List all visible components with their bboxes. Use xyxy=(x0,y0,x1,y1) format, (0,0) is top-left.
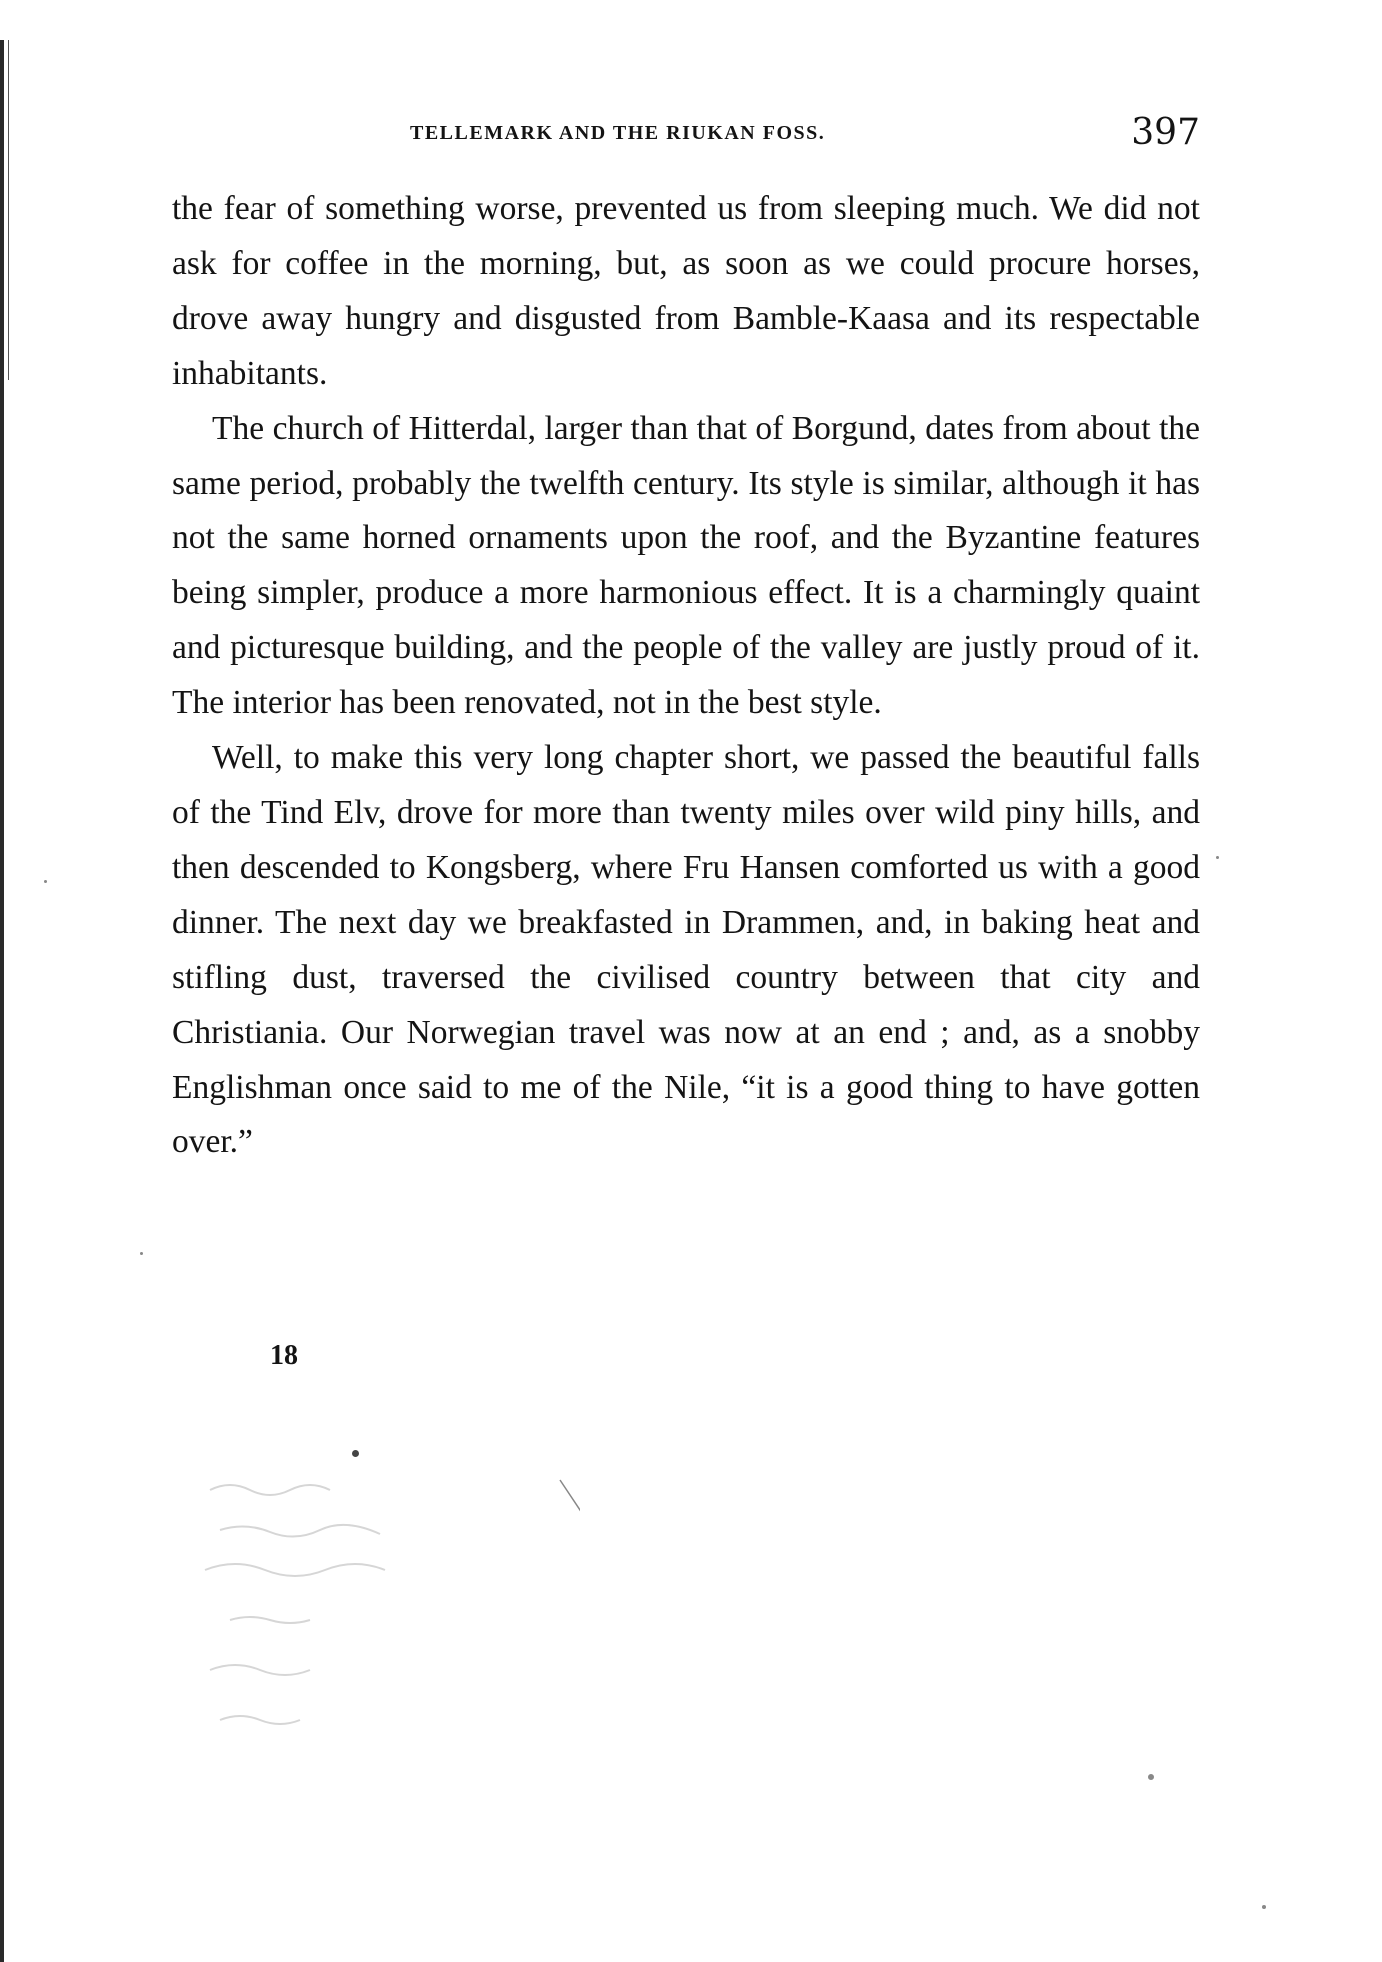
body-text xyxy=(172,182,1200,1170)
paragraph-3: Well, to make this very long chapter short, we passed the beautiful falls of the Tind Elv, drove for more than twenty miles over wild piny hills, and then descended to Kongsberg, where Fru Hansen comforted us with a good dinner. The next day we breakfasted in Drammen, and, in baking heat and stifling dust, traversed the civilised country between that city and Christiania. Our Norwegian travel was now at an end ; and, as a snobby Englishman once said to me of the Nile, “it is a good thing to have gotten over.” xyxy=(172,739,1200,1161)
scan-speck xyxy=(1216,856,1219,859)
bleed-through-scribble xyxy=(200,1470,580,1770)
scan-speck xyxy=(140,1252,143,1255)
signature-mark: 18 xyxy=(270,1340,298,1371)
scan-speck xyxy=(1148,1774,1154,1780)
running-title: TELLEMARK AND THE RIUKAN FOSS. xyxy=(410,122,826,144)
running-head xyxy=(170,112,1200,162)
scan-speck xyxy=(352,1450,359,1457)
page-number: 397 xyxy=(1131,112,1200,153)
bleed-through-mark xyxy=(200,1470,580,1770)
scan-speck xyxy=(1262,1905,1266,1909)
binding-edge xyxy=(0,40,4,1962)
binding-edge-line xyxy=(8,40,9,380)
paragraph-2: The church of Hitterdal, larger than that of Borgund, dates from about the same period, probably the twelfth century. Its style is similar, although it has not the same horned ornaments upon the roof, and the Byzantine features being simpler, produce a more harmonious effect. It is a charmingly quaint and picturesque building, and the people of the valley are justly proud of it. The interior has been renovated, not in the best style. xyxy=(172,409,1200,722)
scan-speck xyxy=(44,880,47,883)
paragraph-1: the fear of something worse, prevented us from sleeping much. We did not ask for coffee in the morning, but, as soon as we could procure horses, drove away hungry and disgusted from Bamble-Kaasa and its respectable inhabitants. xyxy=(172,190,1200,392)
